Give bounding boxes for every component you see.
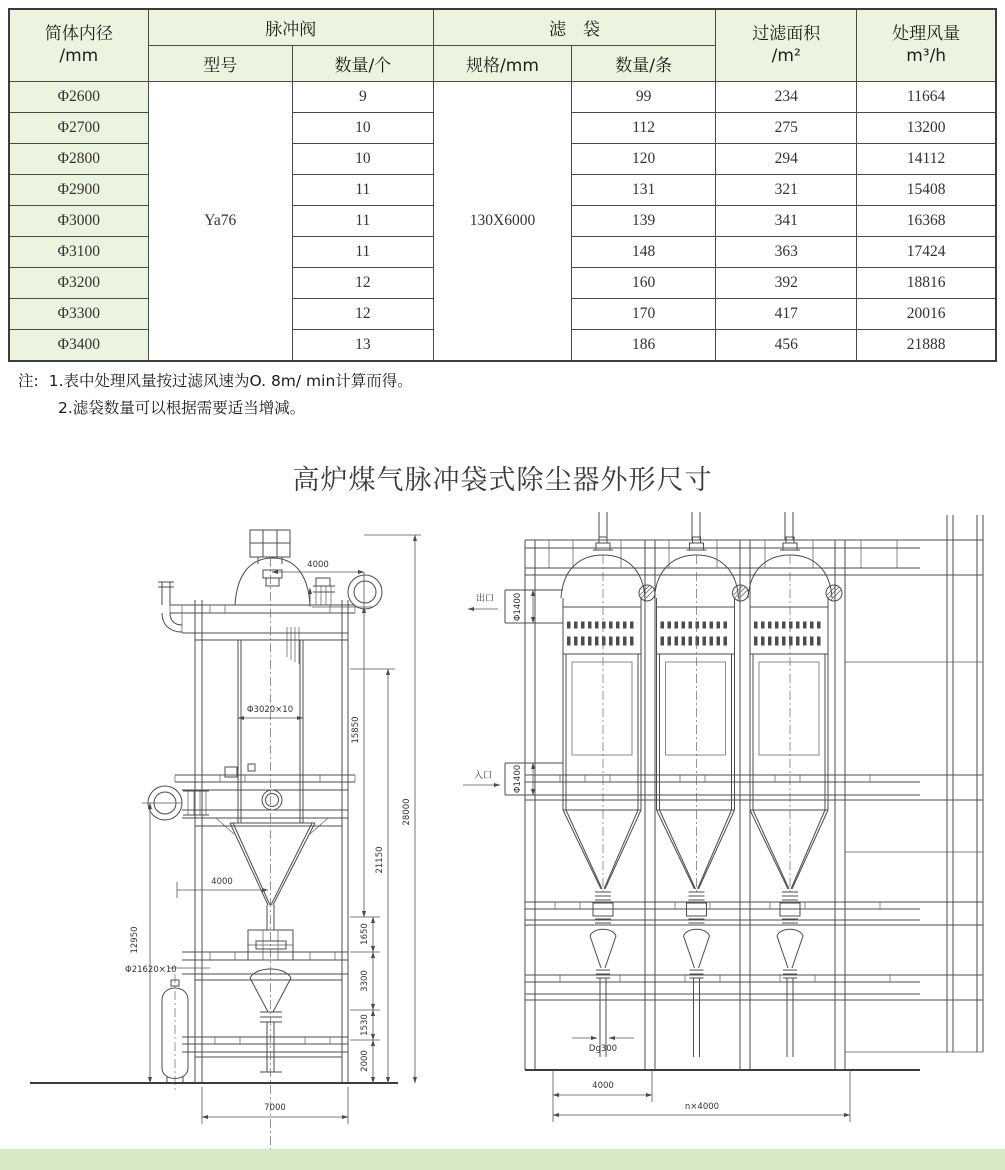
cell-area: 275 [716,113,857,144]
cell-diameter: Φ2900 [9,175,148,206]
outlet-label: 出口 [475,594,495,604]
cell-valve-qty: 10 [292,113,433,144]
header-filter-bag-group: 滤 袋 [433,9,715,46]
dim-discharge-pipe: Dg300 [588,1044,618,1054]
dim-height-total: 28000 [402,798,412,826]
header-airflow-line2: m³/h [906,45,947,66]
vessel-structure [30,530,398,1162]
cell-diameter: Φ3200 [9,268,148,299]
header-airflow-line1: 处理风量 [892,24,961,45]
cell-area: 392 [716,268,857,299]
cell-area: 341 [716,206,857,237]
drawing-title: 高炉煤气脉冲袋式除尘器外形尺寸 [292,465,713,496]
cell-diameter: Φ3000 [9,206,148,237]
baghouse-structure [505,512,983,1070]
right-elevation-drawing [460,512,1005,1170]
header-valve-qty: 数量/个 [292,46,433,82]
dim-base-width: 7000 [264,1103,286,1113]
dim-height-bags: 15850 [351,716,361,744]
cell-area: 294 [716,144,857,175]
note-line-1: 1.表中处理风量按过滤风速为O. 8m/ min计算而得。 [48,372,413,390]
cell-airflow: 21888 [857,330,996,362]
cell-bag-qty: 186 [572,330,716,362]
dim-body-diameter: Φ3020×10 [246,705,294,715]
header-model: 型号 [148,46,292,82]
bottom-green-bar [0,1149,1005,1170]
cell-valve-qty: 10 [292,144,433,175]
cell-airflow: 15408 [857,175,996,206]
notes-label: 注: [18,372,39,390]
cell-airflow: 20016 [857,299,996,330]
notes [18,368,413,422]
cell-diameter: Φ2600 [9,82,148,113]
cell-area: 234 [716,82,857,113]
header-airflow [857,9,996,82]
header-diameter-line2: /mm [59,45,99,66]
dim-height-mid: 21150 [375,846,385,874]
cell-bag-qty: 139 [572,206,716,237]
cell-bag-qty: 99 [572,82,716,113]
header-filter-area-line2: /m² [771,45,801,66]
outlet-diameter: Φ1400 [513,592,523,622]
note-line-2: 2.滤袋数量可以根据需要适当增减。 [58,399,306,418]
dim-left-height: 12950 [130,926,140,954]
cell-bag-qty: 112 [572,113,716,144]
cell-valve-qty: 11 [292,237,433,268]
dim-bay-width: 4000 [592,1081,614,1091]
cell-area: 417 [716,299,857,330]
dim-total-width: n×4000 [684,1102,720,1112]
tank-diameter-label: Φ21620×10 [125,965,177,975]
cell-airflow: 14112 [857,144,996,175]
header-bag-qty: 数量/条 [572,46,716,82]
cell-valve-qty: 12 [292,299,433,330]
cell-valve-qty: 13 [292,330,433,362]
spec-table [8,8,997,362]
dim-section-1: 1650 [360,923,370,945]
cell-airflow: 13200 [857,113,996,144]
cell-model-merged: Ya76 [148,82,292,362]
cell-bag-spec-merged: 130X6000 [433,82,571,362]
cell-diameter: Φ2700 [9,113,148,144]
cell-diameter: Φ3100 [9,237,148,268]
cell-bag-qty: 148 [572,237,716,268]
header-bag-spec: 规格/mm [433,46,571,82]
inlet-label: 入口 [473,771,493,781]
dim-cone-width: 4000 [211,877,233,887]
cell-diameter: Φ3400 [9,330,148,362]
cell-area: 321 [716,175,857,206]
header-pulse-valve-group: 脉冲阀 [148,9,433,46]
cell-area: 363 [716,237,857,268]
cell-area: 456 [716,330,857,362]
cell-airflow: 11664 [857,82,996,113]
cell-valve-qty: 9 [292,82,433,113]
cell-valve-qty: 11 [292,175,433,206]
cell-valve-qty: 11 [292,206,433,237]
cell-valve-qty: 12 [292,268,433,299]
cell-diameter: Φ3300 [9,299,148,330]
cell-diameter: Φ2800 [9,144,148,175]
dim-section-4: 2000 [360,1050,370,1072]
cell-airflow: 17424 [857,237,996,268]
header-diameter [9,9,148,82]
left-drawing-dimensions [125,535,421,1124]
cell-airflow: 16368 [857,206,996,237]
dim-section-2: 3300 [360,970,370,992]
cell-bag-qty: 160 [572,268,716,299]
cell-airflow: 18816 [857,268,996,299]
dim-section-3: 1530 [360,1014,370,1036]
left-elevation-drawing [20,512,460,1170]
cell-bag-qty: 120 [572,144,716,175]
cell-bag-qty: 131 [572,175,716,206]
header-diameter-line1: 简体内径 [44,24,113,45]
inlet-diameter: Φ1400 [513,764,523,794]
cell-bag-qty: 170 [572,299,716,330]
dim-top-width: 4000 [307,560,329,570]
header-filter-area [716,9,857,82]
table-row [9,82,996,113]
header-filter-area-line1: 过滤面积 [752,24,821,45]
